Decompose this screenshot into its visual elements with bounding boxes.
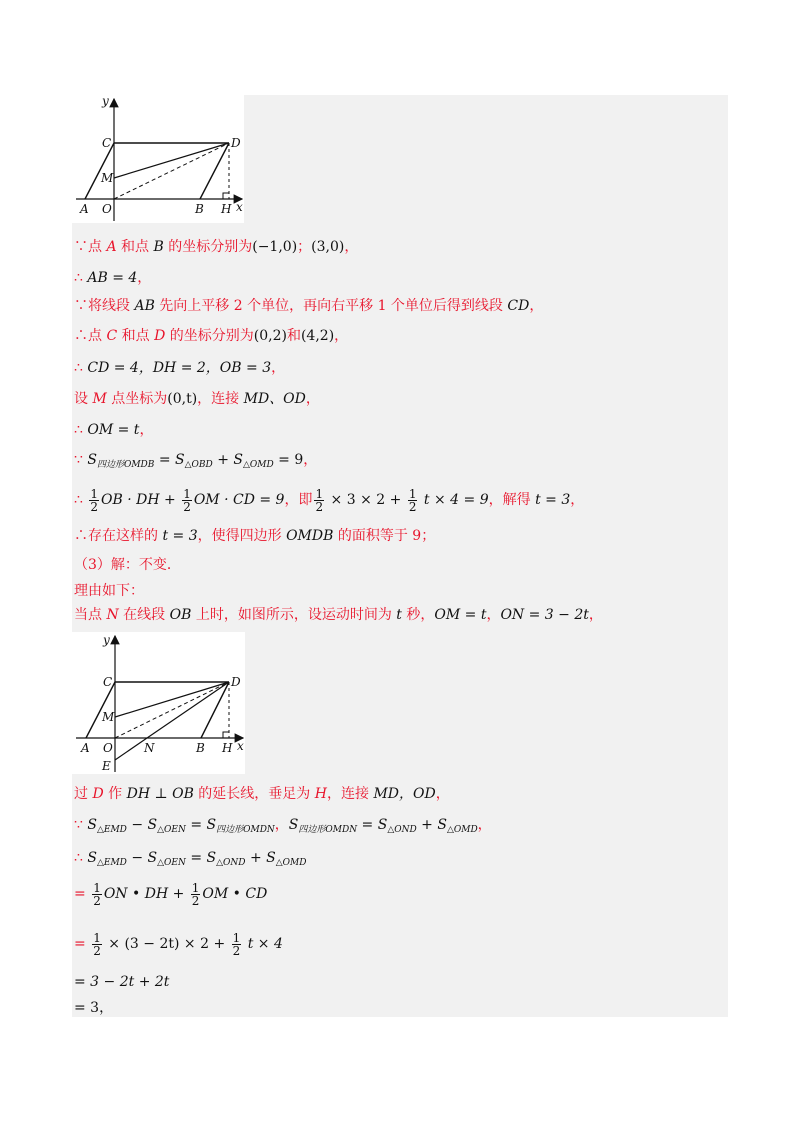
line-18 (74, 930, 283, 958)
l15-sub1: △EMD (96, 825, 127, 835)
l4-mid2: 的坐标分别为 (165, 328, 254, 344)
l10-t: t = 3 (162, 528, 198, 544)
l16-sub4: △OMD (275, 858, 307, 868)
label-A: A (80, 202, 89, 216)
l7-pre: ∴ (74, 422, 88, 438)
l15-sub3: 四边形OMDN (216, 825, 275, 835)
label-M: M (101, 171, 114, 185)
l16-sub2: △OEN (157, 858, 186, 868)
l15-sub4: 四边形OMDN (298, 825, 358, 835)
l15-sub2: △OEN (157, 825, 186, 835)
l17-a: ON • DH + (103, 886, 189, 902)
line-17 (74, 880, 267, 908)
l4-and: 和 (286, 328, 301, 344)
l10-quad: OMDB (286, 528, 334, 544)
l1-pre: ∵点 (74, 239, 107, 255)
l9-d: t × 4 = 9 (419, 492, 489, 508)
label-y: y (102, 95, 109, 108)
l15-eq2: = S (357, 817, 388, 833)
l13-N: N (106, 607, 119, 623)
l9-frac4: $\frac{1}{2}$ (408, 486, 417, 514)
figure-1-svg (72, 95, 244, 223)
l15-sub5: △OND (387, 825, 417, 835)
label-H: H (222, 741, 233, 755)
l4-end: ， (334, 328, 349, 344)
l19-text: = 3 − 2t + 2t (74, 974, 170, 990)
l4-coord1: (0,2) (253, 328, 287, 344)
l1-coord2: (3,0) (311, 239, 345, 255)
l8-eq: = S (154, 452, 185, 468)
l4-C: C (106, 328, 118, 344)
l1-mid1: 和点 (116, 239, 154, 255)
l3-pre: ∵将线段 (74, 298, 135, 314)
l13-e2: ON = 3 − 2t (500, 607, 589, 623)
l14-mid2: 的延长线，垂足为 (193, 786, 315, 802)
l11-text: （3）解：不变． (74, 557, 181, 573)
figure-2-coordinate-diagram (72, 632, 245, 774)
l13-t: t (396, 607, 402, 623)
l20-text: = 3， (74, 1000, 114, 1016)
label-B: B (195, 202, 204, 216)
l1-end: ， (344, 239, 359, 255)
line-3 (74, 296, 543, 316)
l14-H: H (314, 786, 327, 802)
l8-pre: ∵ (74, 452, 88, 468)
l16-minus: − S (126, 850, 158, 866)
segment-MD (114, 143, 229, 178)
l9-frac3: $\frac{1}{2}$ (315, 486, 324, 514)
line-7 (74, 420, 153, 440)
l18-a: × (3 − 2t) × 2 + (103, 936, 230, 952)
label-D: D (231, 136, 241, 150)
l15-sep: ， (274, 817, 289, 833)
l14-mid3: ，连接 (326, 786, 374, 802)
segment-BD (200, 143, 229, 199)
l15-plus: + S (416, 817, 447, 833)
l16-eq: = S (185, 850, 217, 866)
l6-mid2: ，连接 (197, 391, 244, 407)
l14-D: D (92, 786, 104, 802)
l8-S: S (87, 452, 97, 468)
l8-rest: = 9 (273, 452, 304, 468)
l13-sep: ， (486, 607, 501, 623)
l15-eq: = S (185, 817, 217, 833)
label-N: N (144, 741, 155, 755)
l13-pre: 当点 (74, 607, 107, 623)
line-5 (74, 358, 285, 378)
l8-plus: + S (212, 452, 243, 468)
segment-BD (201, 682, 229, 738)
l3-AB: AB (134, 298, 155, 314)
l18-frac1: $\frac{1}{2}$ (93, 930, 101, 958)
label-x: x (237, 739, 244, 753)
label-x: x (236, 200, 243, 214)
l8-end: ， (303, 452, 318, 468)
l16-sub3: △OND (216, 858, 246, 868)
l15-sub6: △OMD (446, 825, 478, 835)
l14-end: ， (435, 786, 450, 802)
l14-segs: MD，OD (373, 786, 436, 802)
l9-b: OM · CD = 9 (193, 492, 285, 508)
l13-mid2: 上时，如图所示，设运动时间为 (191, 607, 397, 623)
line-12 (74, 581, 144, 601)
l15-minus: − S (126, 817, 158, 833)
line-9 (74, 486, 584, 514)
l9-sol: t = 3 (535, 492, 571, 508)
l15-end: ， (477, 817, 492, 833)
l4-D: D (154, 328, 166, 344)
label-O: O (103, 741, 113, 755)
label-C: C (102, 136, 112, 150)
l5-end: ， (271, 360, 286, 376)
right-angle-mark (223, 193, 229, 199)
l13-end: ， (588, 607, 603, 623)
l17-frac1: $\frac{1}{2}$ (93, 880, 101, 908)
l17-b: OM • CD (202, 886, 268, 902)
l13-mid: 在线段 (118, 607, 170, 623)
label-A: A (81, 741, 90, 755)
line-4 (74, 326, 348, 346)
label-E: E (102, 759, 111, 773)
l8-sub2: △OBD (184, 460, 213, 470)
segment-EN (115, 738, 147, 760)
line-11 (74, 555, 181, 575)
l6-mid: 点坐标为 (106, 391, 168, 407)
l6-segs: MD、OD (243, 391, 306, 407)
segment-MD (115, 682, 229, 717)
label-H: H (221, 202, 232, 216)
right-angle-mark (223, 732, 229, 738)
l9-frac1: $\frac{1}{2}$ (90, 486, 98, 514)
l1-coord1: (−1,0) (252, 239, 298, 255)
l16-sub1: △EMD (96, 858, 127, 868)
line-1 (74, 237, 358, 257)
l9-t1: ，即 (284, 492, 313, 508)
l1-A: A (106, 239, 117, 255)
l15-pre: ∵ (74, 817, 88, 833)
l6-coord: (0,t) (167, 391, 198, 407)
l8-sub1: 四边形OMDB (96, 460, 155, 470)
l1-sep: ； (297, 239, 312, 255)
line-19 (74, 972, 169, 992)
line-10 (74, 526, 435, 546)
label-M: M (102, 710, 115, 724)
l6-M: M (92, 391, 107, 407)
label-y: y (103, 633, 110, 647)
figure-2-svg (72, 632, 245, 774)
label-O: O (102, 202, 112, 216)
line-14 (74, 784, 450, 804)
l4-pre: ∴点 (74, 328, 107, 344)
l3-text: 先向上平移 2 个单位，再向右平移 1 个单位后得到线段 (154, 298, 508, 314)
l18-pre: = (74, 936, 91, 952)
line-15 (74, 815, 492, 840)
label-C: C (103, 675, 113, 689)
segment-ND (147, 682, 229, 738)
line-2 (74, 268, 151, 288)
l2-pre: ∴ (74, 270, 88, 286)
l3-end: ， (529, 298, 544, 314)
l16-pre: ∴ (74, 850, 88, 866)
l10-pre: ∴存在这样的 (74, 528, 163, 544)
l9-end: ， (570, 492, 585, 508)
line-20 (74, 998, 113, 1018)
l17-frac2: $\frac{1}{2}$ (191, 880, 200, 908)
l5-pre: ∴ (74, 360, 88, 376)
label-D: D (231, 675, 241, 689)
l16-S: S (87, 850, 97, 866)
line-6 (74, 389, 320, 409)
l7-end: ， (139, 422, 154, 438)
l9-a: OB · DH + (101, 492, 181, 508)
l17-pre: = (74, 886, 91, 902)
l3-CD: CD (507, 298, 530, 314)
line-13 (74, 605, 603, 625)
l14-pre: 过 (74, 786, 93, 802)
l8-sub3: △OMD (243, 460, 274, 470)
l9-t2: ，解得 (488, 492, 536, 508)
line-8 (74, 450, 317, 475)
l1-mid2: 的坐标分别为 (163, 239, 253, 255)
l12-text: 理由如下： (74, 583, 144, 599)
l7-expr: OM = t (87, 422, 140, 438)
l5-expr: CD = 4，DH = 2，OB = 3 (87, 360, 272, 376)
l9-c: × 3 × 2 + (326, 492, 406, 508)
l6-end: ， (305, 391, 320, 407)
l14-expr: DH ⊥ OB (126, 786, 194, 802)
l18-b: t × 4 (243, 936, 283, 952)
figure-1-coordinate-diagram (72, 95, 244, 223)
l15-S: S (87, 817, 97, 833)
l16-plus: + S (245, 850, 276, 866)
l14-mid: 作 (103, 786, 127, 802)
l6-pre: 设 (74, 391, 93, 407)
label-B: B (196, 741, 205, 755)
l4-coord2: (4,2) (300, 328, 335, 344)
l13-e1: OM = t (434, 607, 487, 623)
l4-mid1: 和点 (117, 328, 155, 344)
l9-pre: ∴ (74, 492, 88, 508)
l10-end: 的面积等于 9； (333, 528, 436, 544)
l15-S2: S (288, 817, 299, 833)
l18-frac2: $\frac{1}{2}$ (232, 930, 241, 958)
l9-frac2: $\frac{1}{2}$ (183, 486, 191, 514)
line-16 (74, 848, 306, 873)
l10-mid: ，使得四边形 (197, 528, 287, 544)
segment-OD-dashed (115, 682, 229, 738)
l2-end: ， (137, 270, 152, 286)
segment-OD-dashed (114, 143, 229, 199)
l13-OB: OB (169, 607, 192, 623)
l13-mid3: 秒， (401, 607, 435, 623)
l2-expr: AB = 4 (87, 270, 138, 286)
l1-B: B (153, 239, 164, 255)
